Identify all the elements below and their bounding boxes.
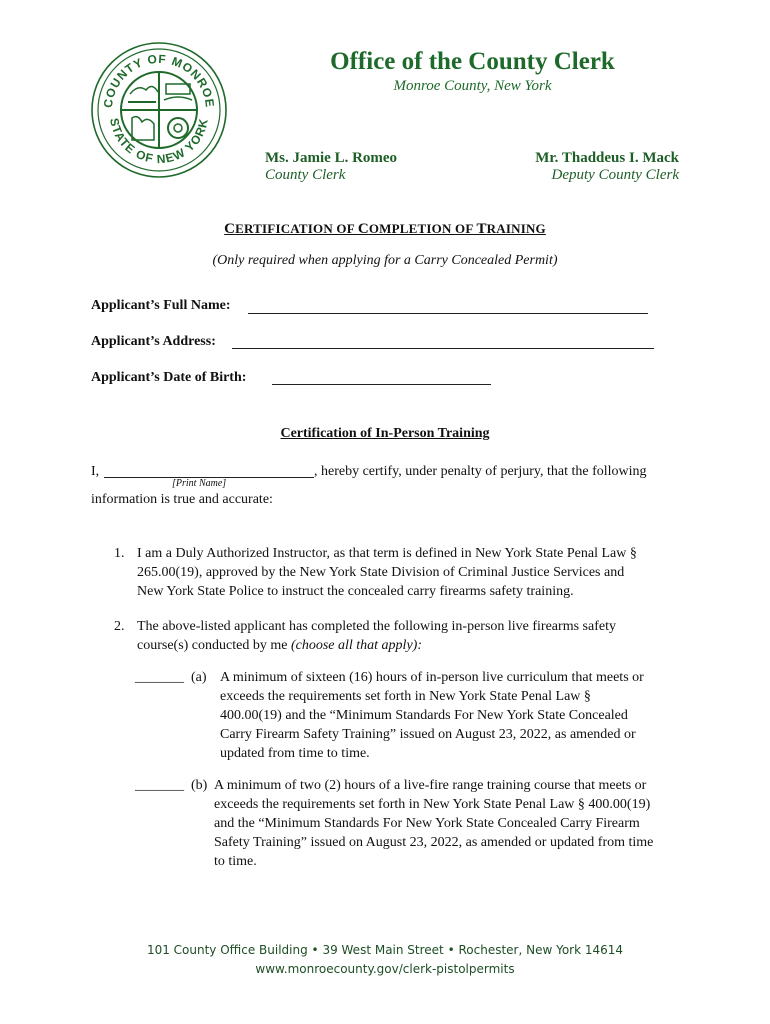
official-deputy: [535, 150, 679, 184]
option-b-text: A minimum of two (2) hours of a live-fire range training course that meets or exceeds the requirements set forth in New York State Penal Law § 400.00(19) and the “Minimum Standards For New York State Concealed Carry Firearm Safety Training” issued on August 23, 2022, as amended or updated from time to time.: [214, 778, 654, 869]
certify-suffix: , hereby certify, under penalty of perjury, that the following: [314, 464, 647, 479]
certify-line2: information is true and accurate:: [91, 492, 273, 507]
footer-address: 101 County Office Building • 39 West Main Street • Rochester, New York 14614: [146, 943, 624, 957]
seal-top-text: COUNTY OF MONROE: [100, 51, 218, 109]
office-subtitle: Monroe County, New York: [393, 78, 552, 94]
option-b-checkbox[interactable]: _______: [135, 778, 184, 793]
item-2-number: 2.: [114, 619, 125, 634]
option-a-label: (a): [191, 670, 207, 685]
certification-title: CERTIFICATION OF COMPLETION OF TRAINING: [224, 221, 546, 237]
clerk-title: County Clerk: [265, 167, 346, 183]
full-name-label: Applicant’s Full Name:: [91, 298, 231, 313]
dob-field[interactable]: [272, 384, 491, 385]
full-name-field[interactable]: [248, 313, 648, 314]
item-1-text: I am a Duly Authorized Instructor, as that term is defined in New York State Penal Law § 265.00(19), approved by the New York State Division of Criminal Justice Services and New York State Police to instruct the concealed carry firearms safety training.: [137, 546, 637, 599]
office-title: Office of the County Clerk: [330, 48, 615, 75]
deputy-name: Mr. Thaddeus I. Mack: [535, 150, 679, 166]
certify-prefix: I,: [91, 464, 100, 479]
dob-label: Applicant’s Date of Birth:: [91, 370, 247, 385]
certification-subtitle: (Only required when applying for a Carry Concealed Permit): [212, 253, 558, 268]
clerk-name: Ms. Jamie L. Romeo: [265, 150, 398, 166]
option-b-label: (b): [191, 778, 208, 793]
option-a-text: A minimum of sixteen (16) hours of in-person live curriculum that meets or exceeds the requirements set forth in New York State Penal Law § 400.00(19) and the “Minimum Standards For New York State Concealed Carry Firearm Safety Training” issued on August 23, 2022, as amended or updated from time to time.: [220, 670, 644, 761]
county-seal-icon: [90, 32, 228, 188]
option-a-checkbox[interactable]: _______: [135, 670, 184, 685]
address-label: Applicant’s Address:: [91, 334, 216, 349]
print-name-hint: [Print Name]: [172, 478, 227, 489]
footer-url[interactable]: www.monroecounty.gov/clerk-pistolpermits: [255, 962, 515, 976]
address-field[interactable]: [232, 348, 654, 349]
item-1-number: 1.: [114, 546, 125, 561]
county-seal: [90, 32, 228, 188]
deputy-title: Deputy County Clerk: [551, 167, 679, 183]
item-2-text: The above-listed applicant has completed the following in-person live firearms safety course(s) conducted by me (choose all that apply):: [137, 619, 616, 653]
section-title: Certification of In-Person Training: [280, 426, 490, 441]
seal-bottom-text: STATE OF NEW YORK: [107, 116, 211, 167]
official-clerk: [265, 150, 397, 184]
